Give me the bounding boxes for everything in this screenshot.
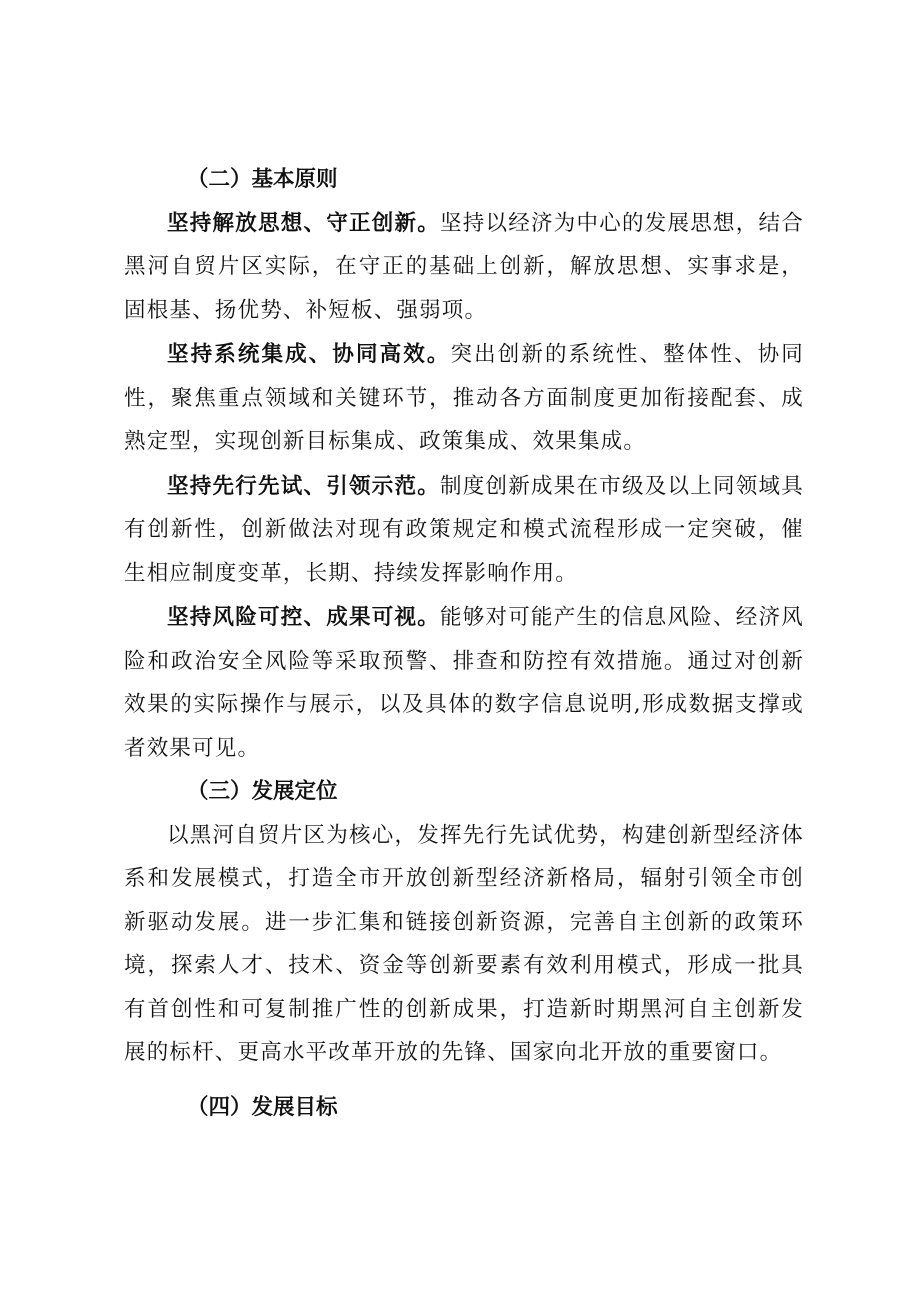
paragraph-principle-3 [124, 465, 804, 596]
paragraph-lead: 坚持风险可控、成果可视。 [167, 605, 441, 630]
paragraph-body: 能够对可能产生的信息风险、经济风险和政治安全风险等采取预警、排查和防控有效措施。通过对创新效果的实际操作与展示，以及具体的数字信息说明,形成数据支撑或者效果可见。 [124, 605, 805, 761]
section-heading-basic-principles: （二）基本原则 [187, 167, 338, 192]
paragraph-principle-1 [124, 202, 804, 333]
section-heading-goals: （四）发展目标 [187, 1094, 338, 1120]
section-heading-positioning: （三）发展定位 [187, 779, 338, 804]
paragraph-body: 制度创新成果在市级及以上同领域具有创新性，创新做法对现有政策规定和模式流程形成一定突破，催生相应制度变革，长期、持续发挥影响作用。 [124, 473, 805, 586]
document-body [124, 158, 804, 1129]
paragraph-principle-4 [124, 596, 804, 770]
paragraph-body: 以黑河自贸片区为核心，发挥先行先试优势，构建创新型经济体系和发展模式，打造全市开放创新型经济新格局，辐射引领全市创新驱动发展。进一步汇集和链接创新资源，完善自主创新的政策环境，探索人才、技术、资金等创新要素有效利用模式，形成一批具有首创性和可复制推广性的创新成果，打造新时期黑河自主创新发展的标杆、更高水平改革开放的先锋、国家向北开放的重要窗口。 [124, 822, 804, 1065]
paragraph-lead: 坚持先行先试、引领示范。 [167, 473, 441, 499]
paragraph-body: 坚持以经济为中心的发展思想，结合黑河自贸片区实际，在守正的基础上创新，解放思想、实事求是，固根基、扬优势、补短板、强弱项。 [124, 210, 805, 323]
paragraph-positioning [124, 814, 804, 1075]
paragraph-principle-2 [124, 333, 804, 464]
paragraph-lead: 坚持解放思想、守正创新。 [167, 210, 441, 236]
paragraph-body: 突出创新的系统性、整体性、协同性，聚焦重点领域和关键环节，推动各方面制度更加衔接配套、成熟定型，实现创新目标集成、政策集成、效果集成。 [124, 342, 804, 454]
paragraph-lead: 坚持系统集成、协同高效。 [167, 342, 451, 367]
